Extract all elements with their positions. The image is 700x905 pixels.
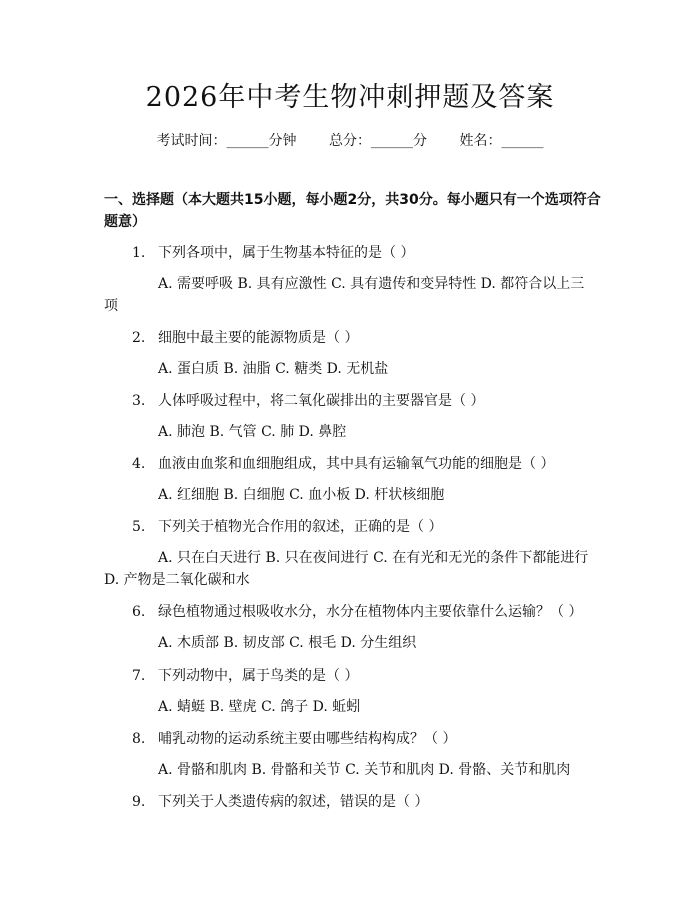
- question-stem: 下列关于植物光合作用的叙述，正确的是（ ）: [158, 519, 443, 535]
- question-number: 4.: [132, 456, 146, 472]
- page-title: 2026年中考生物冲刺押题及答案: [145, 82, 555, 113]
- options-text: A. 骨骼和肌肉 B. 骨骼和关节 C. 关节和肌肉 D. 骨骼、关节和肌肉: [158, 762, 571, 778]
- question-7-options: [104, 696, 596, 718]
- options-text: A. 只在白天进行 B. 只在夜间进行 C. 在有光和无光的条件下都能进行 D. 产物是二氧化碳和水: [104, 550, 589, 588]
- exam-time: 考试时间：______分钟: [156, 133, 297, 149]
- question-stem: 细胞中最主要的能源物质是（ ）: [158, 330, 359, 346]
- question-9: [132, 792, 602, 812]
- question-number: 1.: [132, 245, 146, 261]
- question-1: [132, 243, 602, 263]
- question-5-options: [104, 547, 596, 591]
- question-number: 7.: [132, 668, 146, 684]
- question-stem: 绿色植物通过根吸收水分，水分在植物体内主要依靠什么运输？（ ）: [158, 604, 583, 620]
- question-1-options: [104, 273, 596, 317]
- options-text: A. 蛋白质 B. 油脂 C. 糖类 D. 无机盐: [158, 361, 389, 377]
- section-heading: 一、选择题（本大题共15小题，每小题2分，共30分。每小题只有一个选项符合题意）: [104, 192, 601, 230]
- question-stem: 下列动物中，属于鸟类的是（ ）: [158, 668, 359, 684]
- options-text: A. 蜻蜓 B. 壁虎 C. 鸽子 D. 蚯蚓: [158, 699, 361, 715]
- question-4: [132, 454, 602, 474]
- question-number: 2.: [132, 330, 146, 346]
- question-number: 5.: [132, 519, 146, 535]
- question-4-options: [104, 484, 596, 506]
- question-stem: 下列关于人类遗传病的叙述，错误的是（ ）: [158, 794, 429, 810]
- options-text: A. 木质部 B. 韧皮部 C. 根毛 D. 分生组织: [158, 635, 417, 651]
- question-number: 9.: [132, 794, 146, 810]
- question-6: [132, 602, 602, 622]
- exam-meta: [0, 131, 700, 151]
- question-2: [132, 328, 602, 348]
- question-stem: 血液由血浆和血细胞组成，其中具有运输氧气功能的细胞是（ ）: [158, 456, 555, 472]
- options-text: A. 红细胞 B. 白细胞 C. 血小板 D. 杆状核细胞: [158, 487, 445, 503]
- question-2-options: [104, 358, 596, 380]
- question-number: 6.: [132, 604, 146, 620]
- question-stem: 下列各项中，属于生物基本特征的是（ ）: [158, 245, 415, 261]
- question-number: 3.: [132, 393, 146, 409]
- question-stem: 哺乳动物的运动系统主要由哪些结构构成？（ ）: [158, 731, 457, 747]
- question-7: [132, 666, 602, 686]
- student-name: 姓名：______: [459, 133, 544, 149]
- question-8: [132, 729, 602, 749]
- options-text: A. 肺泡 B. 气管 C. 肺 D. 鼻腔: [158, 424, 347, 440]
- question-3: [132, 391, 602, 411]
- question-6-options: [104, 632, 596, 654]
- question-5: [132, 517, 602, 537]
- total-score: 总分：______分: [329, 133, 427, 149]
- question-8-options: [104, 759, 596, 781]
- question-3-options: [104, 421, 596, 443]
- question-number: 8.: [132, 731, 146, 747]
- question-stem: 人体呼吸过程中，将二氧化碳排出的主要器官是（ ）: [158, 393, 485, 409]
- options-text: A. 需要呼吸 B. 具有应激性 C. 具有遗传和变异特性 D. 都符合以上三项: [104, 276, 585, 314]
